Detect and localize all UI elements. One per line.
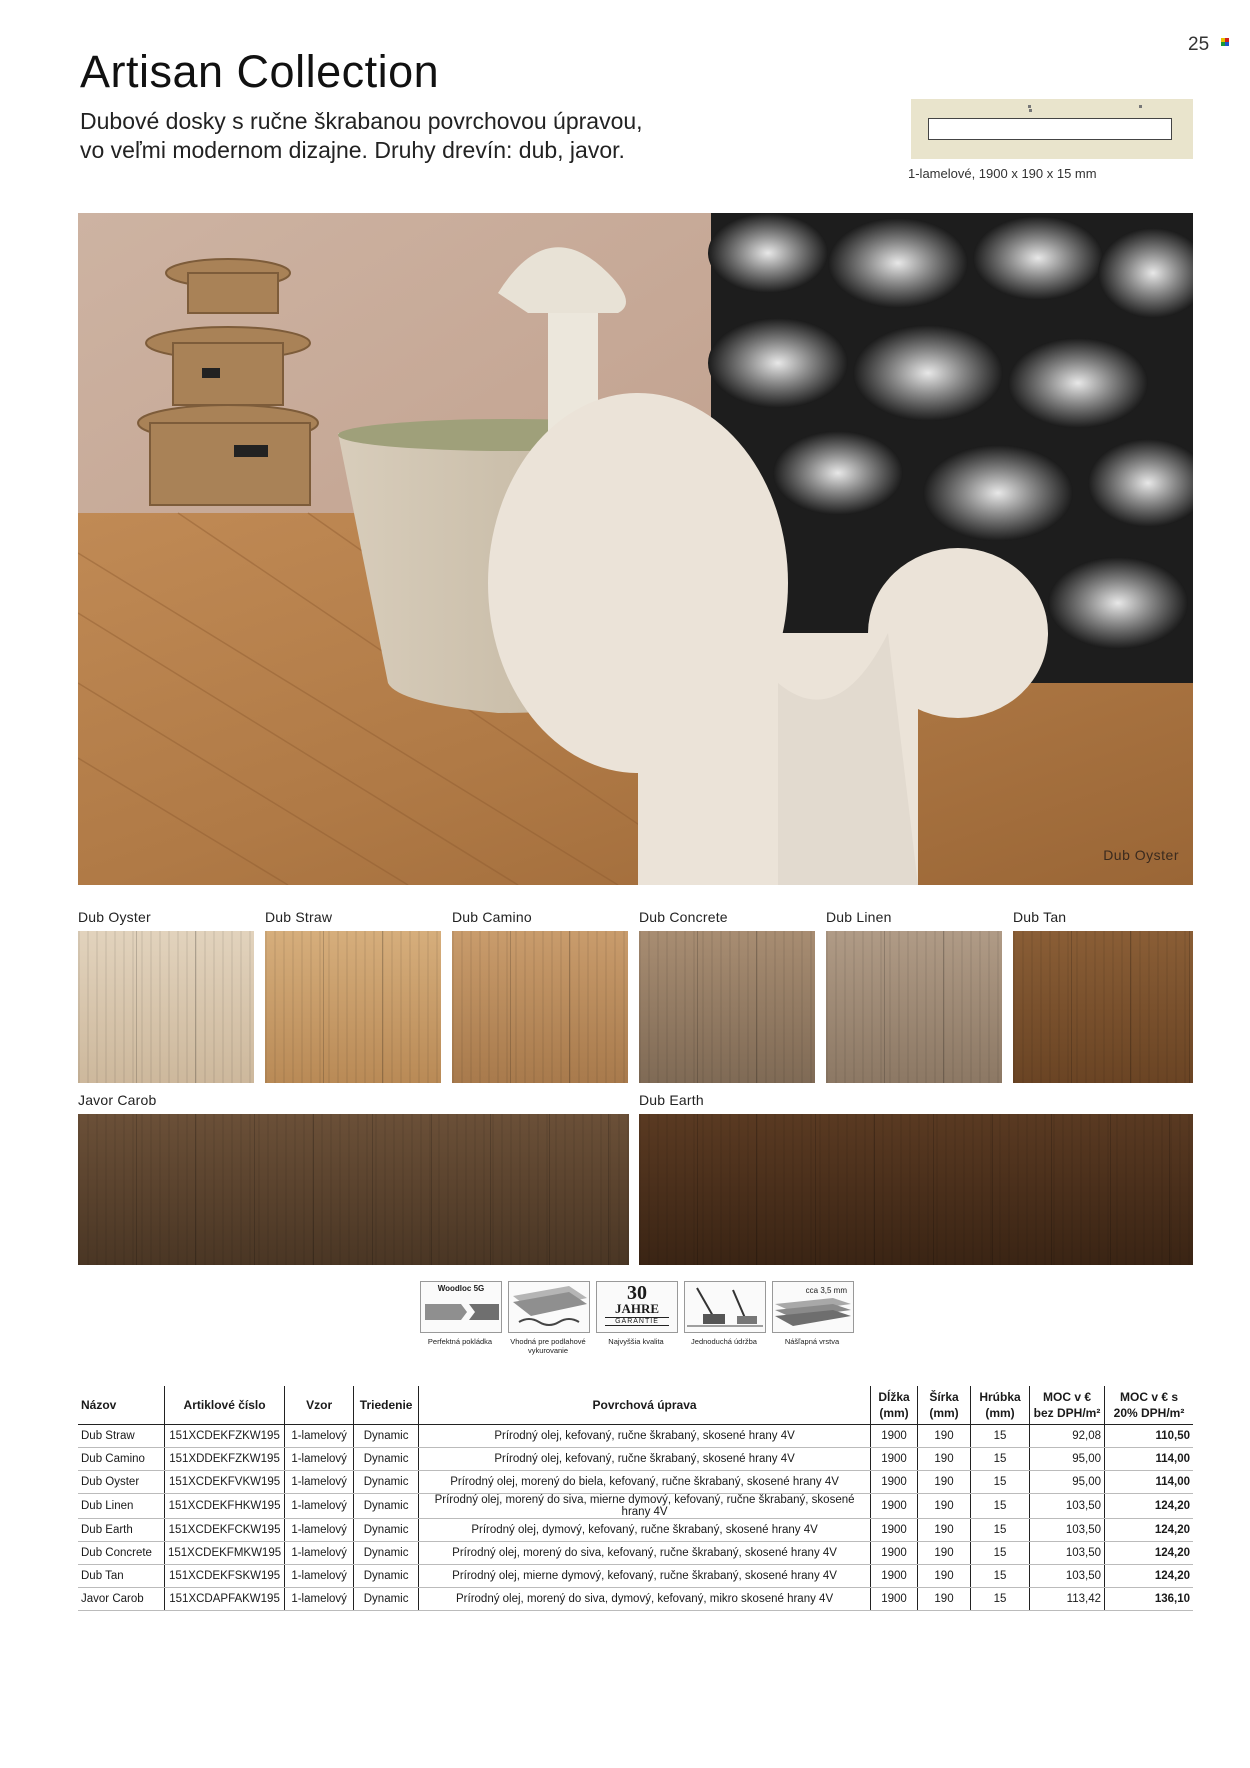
cell-thickness: 15 [971, 1588, 1030, 1611]
cell-thickness: 15 [971, 1494, 1030, 1519]
col-name: Názov [78, 1386, 165, 1425]
cell-price-ex-vat: 103,50 [1030, 1542, 1105, 1565]
cell-grade: Dynamic [354, 1448, 419, 1471]
wear-layer-badge: cca 3,5 mm [805, 1286, 847, 1295]
cell-grade: Dynamic [354, 1588, 419, 1611]
col-article: Artiklové číslo [165, 1386, 285, 1425]
cell-length: 1900 [871, 1519, 918, 1542]
cell-price-inc-vat: 110,50 [1105, 1425, 1194, 1448]
woodloc-icon [420, 1281, 502, 1333]
cell-price-inc-vat: 136,10 [1105, 1588, 1194, 1611]
swatch-javor-carob [78, 1114, 629, 1265]
swatch-label-dub-concrete: Dub Concrete [639, 909, 728, 925]
col-price-inc-vat: MOC v € s 20% DPH/m² [1105, 1386, 1194, 1425]
table-row [78, 1588, 1193, 1611]
swatch-dub-linen [826, 931, 1002, 1083]
cell-finish: Prírodný olej, kefovaný, ručne škrabaný, skosené hrany 4V [419, 1425, 871, 1448]
cell-width: 190 [918, 1471, 971, 1494]
cell-grade: Dynamic [354, 1494, 419, 1519]
room-illustration [78, 213, 1193, 885]
cell-finish: Prírodný olej, morený do biela, kefovaný, ručne škrabaný, skosené hrany 4V [419, 1471, 871, 1494]
cell-name: Dub Concrete [78, 1542, 165, 1565]
cell-grade: Dynamic [354, 1471, 419, 1494]
feature-icons [420, 1281, 860, 1355]
col-thickness: Hrúbka (mm) [971, 1386, 1030, 1425]
cell-finish: Prírodný olej, morený do siva, dymový, kefovaný, mikro skosené hrany 4V [419, 1588, 871, 1611]
cell-thickness: 15 [971, 1565, 1030, 1588]
cell-finish: Prírodný olej, mierne dymový, kefovaný, ručne škrabaný, skosené hrany 4V [419, 1565, 871, 1588]
cell-name: Javor Carob [78, 1588, 165, 1611]
cell-article: 151XDDEKFZKW195 [165, 1448, 285, 1471]
diagram-tick [1028, 105, 1031, 108]
cell-length: 1900 [871, 1588, 918, 1611]
underfloor-heating-icon [508, 1281, 590, 1333]
guarantee-icon [596, 1281, 678, 1333]
cell-length: 1900 [871, 1425, 918, 1448]
col-price-ex-vat: MOC v € bez DPH/m² [1030, 1386, 1105, 1425]
price-table-body [78, 1425, 1193, 1611]
wear-layer-icon [772, 1281, 854, 1333]
page-title: Artisan Collection [80, 46, 440, 97]
subtitle-line-1: Dubové dosky s ručne škrabanou povrchovou úpravou, [80, 108, 643, 134]
cell-thickness: 15 [971, 1448, 1030, 1471]
cell-price-ex-vat: 103,50 [1030, 1519, 1105, 1542]
cell-length: 1900 [871, 1471, 918, 1494]
cell-price-inc-vat: 124,20 [1105, 1519, 1194, 1542]
page-subtitle [80, 107, 720, 165]
guarantee-word: GARANTIE [605, 1317, 669, 1326]
cell-grade: Dynamic [354, 1542, 419, 1565]
cell-price-inc-vat: 124,20 [1105, 1565, 1194, 1588]
cell-pattern: 1-lamelový [285, 1448, 354, 1471]
swatch-label-dub-oyster: Dub Oyster [78, 909, 151, 925]
cell-price-ex-vat: 103,50 [1030, 1494, 1105, 1519]
cell-pattern: 1-lamelový [285, 1519, 354, 1542]
swatch-dub-straw [265, 931, 441, 1083]
table-row [78, 1425, 1193, 1448]
plank-board-outline [928, 118, 1172, 140]
guarantee-number: 30 [627, 1282, 647, 1304]
cell-width: 190 [918, 1565, 971, 1588]
cell-grade: Dynamic [354, 1519, 419, 1542]
table-header-row [78, 1386, 1193, 1425]
cell-price-inc-vat: 124,20 [1105, 1542, 1194, 1565]
cell-price-inc-vat: 114,00 [1105, 1471, 1194, 1494]
cell-pattern: 1-lamelový [285, 1471, 354, 1494]
cell-price-inc-vat: 124,20 [1105, 1494, 1194, 1519]
swatch-label-dub-tan: Dub Tan [1013, 909, 1067, 925]
cell-name: Dub Earth [78, 1519, 165, 1542]
cell-name: Dub Tan [78, 1565, 165, 1588]
woodloc-drawing [421, 1282, 501, 1332]
cell-article: 151XCDAPFAKW195 [165, 1588, 285, 1611]
swatch-dub-oyster [78, 931, 254, 1083]
subtitle-line-2: vo veľmi modernom dizajne. Druhy drevín: dub, javor. [80, 137, 625, 163]
cell-pattern: 1-lamelový [285, 1542, 354, 1565]
cell-article: 151XCDEKFCKW195 [165, 1519, 285, 1542]
woodloc-badge: Woodloc 5G [437, 1284, 485, 1293]
cell-name: Dub Straw [78, 1425, 165, 1448]
table-row [78, 1565, 1193, 1588]
cell-length: 1900 [871, 1494, 918, 1519]
cell-thickness: 15 [971, 1519, 1030, 1542]
cell-width: 190 [918, 1542, 971, 1565]
cell-length: 1900 [871, 1448, 918, 1471]
diagram-tick [1139, 105, 1142, 108]
cell-width: 190 [918, 1588, 971, 1611]
swatch-dub-concrete [639, 931, 815, 1083]
cell-price-ex-vat: 92,08 [1030, 1425, 1105, 1448]
col-finish: Povrchová úprava [419, 1386, 871, 1425]
col-grade: Triedenie [354, 1386, 419, 1425]
cell-length: 1900 [871, 1565, 918, 1588]
cell-thickness: 15 [971, 1471, 1030, 1494]
cell-price-ex-vat: 95,00 [1030, 1448, 1105, 1471]
swatch-dub-tan [1013, 931, 1193, 1083]
plank-diagram [911, 99, 1193, 159]
cell-article: 151XCDEKFSKW195 [165, 1565, 285, 1588]
cell-finish: Prírodný olej, dymový, kefovaný, ručne škrabaný, skosené hrany 4V [419, 1519, 871, 1542]
guarantee-years: JAHRE [614, 1301, 660, 1316]
col-length: Dĺžka (mm) [871, 1386, 918, 1425]
cell-price-inc-vat: 114,00 [1105, 1448, 1194, 1471]
wear-layer-drawing [773, 1282, 853, 1332]
cell-pattern: 1-lamelový [285, 1425, 354, 1448]
swatch-dub-earth [639, 1114, 1193, 1265]
table-row [78, 1471, 1193, 1494]
cell-thickness: 15 [971, 1542, 1030, 1565]
cell-name: Dub Linen [78, 1494, 165, 1519]
hero-caption: Dub Oyster [1103, 847, 1179, 863]
cell-name: Dub Camino [78, 1448, 165, 1471]
swatch-label-dub-straw: Dub Straw [265, 909, 333, 925]
cell-width: 190 [918, 1494, 971, 1519]
cell-price-ex-vat: 103,50 [1030, 1565, 1105, 1588]
table-row [78, 1542, 1193, 1565]
cell-article: 151XCDEKFMKW195 [165, 1542, 285, 1565]
cell-thickness: 15 [971, 1425, 1030, 1448]
swatch-label-dub-earth: Dub Earth [639, 1092, 704, 1108]
underfloor-heating-label: Vhodná pre podlahové vykurovanie [510, 1337, 586, 1355]
plank-caption: 1-lamelové, 1900 x 190 x 15 mm [908, 166, 1097, 181]
cell-pattern: 1-lamelový [285, 1494, 354, 1519]
print-color-mark [1221, 38, 1229, 46]
heating-drawing [509, 1282, 589, 1332]
hero-image [78, 213, 1193, 885]
cell-grade: Dynamic [354, 1565, 419, 1588]
swatch-label-dub-camino: Dub Camino [452, 909, 532, 925]
guarantee-label: Najvyššia kvalita [608, 1337, 664, 1346]
cell-finish: Prírodný olej, morený do siva, kefovaný, ručne škrabaný, skosené hrany 4V [419, 1542, 871, 1565]
cell-pattern: 1-lamelový [285, 1588, 354, 1611]
maintenance-label: Jednoduchá údržba [691, 1337, 757, 1346]
swatch-label-javor-carob: Javor Carob [78, 1092, 157, 1108]
price-table [78, 1386, 1193, 1611]
maintenance-drawing [685, 1282, 765, 1332]
cell-length: 1900 [871, 1542, 918, 1565]
wear-layer-label: Nášľapná vrstva [784, 1337, 840, 1346]
cell-name: Dub Oyster [78, 1471, 165, 1494]
cell-article: 151XCDEKFZKW195 [165, 1425, 285, 1448]
table-row [78, 1448, 1193, 1471]
swatch-label-dub-linen: Dub Linen [826, 909, 892, 925]
col-pattern: Vzor [285, 1386, 354, 1425]
cell-article: 151XCDEKFVKW195 [165, 1471, 285, 1494]
cell-price-ex-vat: 113,42 [1030, 1588, 1105, 1611]
woodloc-label: Perfektná pokládka [427, 1337, 493, 1346]
cell-pattern: 1-lamelový [285, 1565, 354, 1588]
cell-finish: Prírodný olej, morený do siva, mierne dymový, kefovaný, ručne škrabaný, skosené hrany 4V [419, 1494, 871, 1519]
maintenance-icon [684, 1281, 766, 1333]
col-width: Šírka (mm) [918, 1386, 971, 1425]
cell-price-ex-vat: 95,00 [1030, 1471, 1105, 1494]
cell-grade: Dynamic [354, 1425, 419, 1448]
cell-finish: Prírodný olej, kefovaný, ručne škrabaný, skosené hrany 4V [419, 1448, 871, 1471]
cell-width: 190 [918, 1519, 971, 1542]
cell-width: 190 [918, 1425, 971, 1448]
table-row [78, 1519, 1193, 1542]
cell-width: 190 [918, 1448, 971, 1471]
page-number: 25 [1188, 34, 1210, 55]
table-row [78, 1494, 1193, 1519]
cell-article: 151XCDEKFHKW195 [165, 1494, 285, 1519]
swatch-dub-camino [452, 931, 628, 1083]
diagram-tick [1029, 109, 1032, 112]
